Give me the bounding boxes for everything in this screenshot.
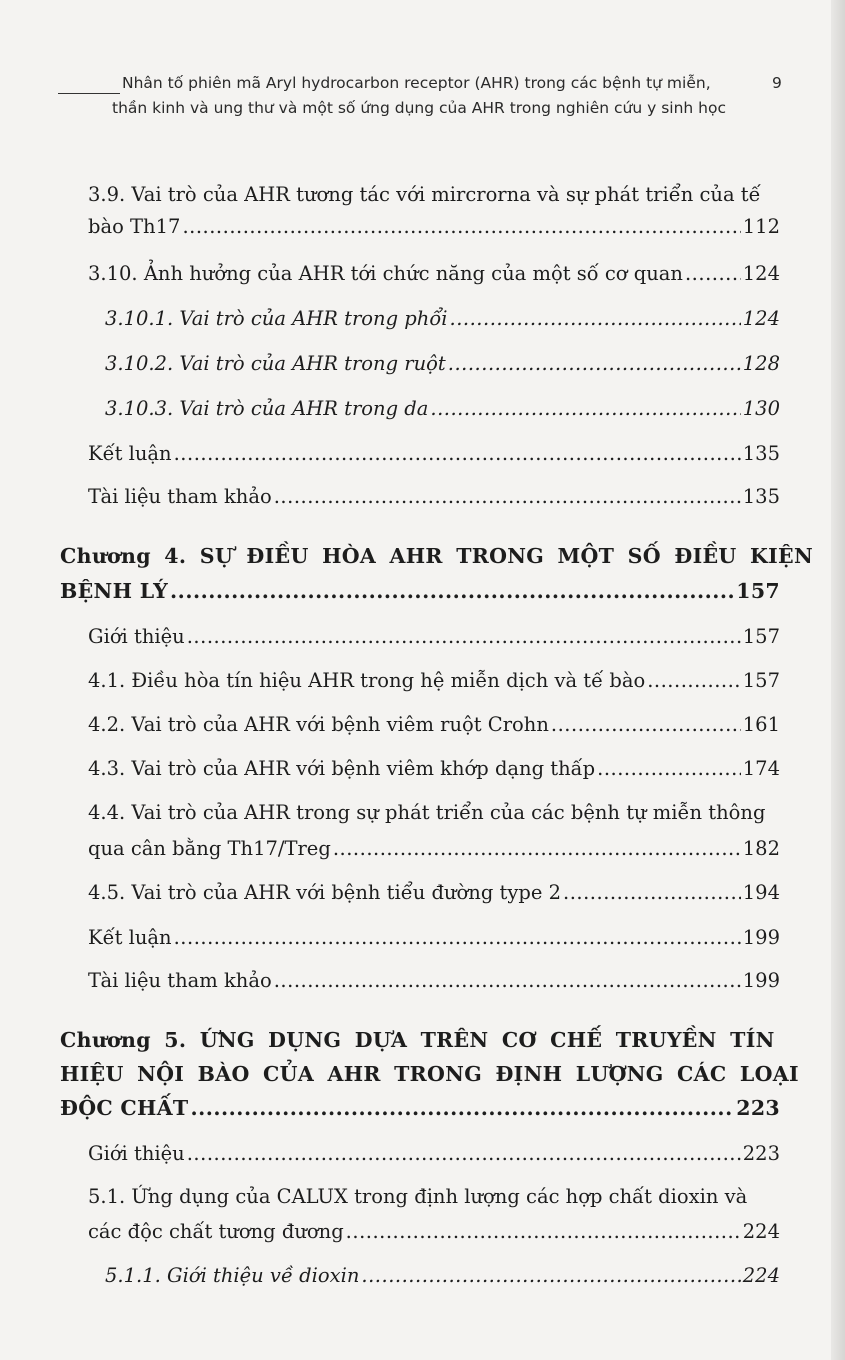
toc-page-number: 157 <box>742 625 780 648</box>
toc-entry-title: 4.1. Điều hòa tín hiệu AHR trong hệ miễn dịch và tế bào <box>88 669 646 692</box>
toc-chapter-title-line: Chương 4. SỰ ĐIỀU HÒA AHR TRONG MỘT SỐ ĐIỀU KIỆN <box>60 544 813 568</box>
toc-entry-row <box>88 921 780 954</box>
dot-leader <box>563 876 741 909</box>
toc-page-number: 223 <box>742 1142 780 1165</box>
dot-leader <box>647 664 741 697</box>
dot-leader <box>597 752 741 785</box>
toc-entry-row <box>88 257 780 290</box>
toc-entry-row <box>88 752 780 785</box>
dot-leader <box>187 620 741 653</box>
toc-entry-title: bào Th17 <box>88 215 181 238</box>
toc-page-number: 157 <box>742 669 780 692</box>
toc-entry-row <box>88 1215 780 1248</box>
toc-entry-title: 5.1.1. Giới thiệu về dioxin <box>105 1264 360 1287</box>
header-rule <box>58 93 120 94</box>
toc-entry-title-line: 4.4. Vai trò của AHR trong sự phát triển của các bệnh tự miễn thông <box>88 801 766 824</box>
toc-entry-title: Tài liệu tham khảo <box>88 969 272 992</box>
toc-entry-row <box>105 392 780 425</box>
toc-entry-row <box>88 480 780 513</box>
dot-leader <box>450 302 741 335</box>
toc-page-number: 182 <box>742 837 780 860</box>
dot-leader <box>430 392 740 425</box>
toc-chapter-title-line: HIỆU NỘI BÀO CỦA AHR TRONG ĐỊNH LƯỢNG CÁC LOẠI <box>60 1062 799 1086</box>
toc-entry-title: Tài liệu tham khảo <box>88 485 272 508</box>
toc-entry-title: 4.5. Vai trò của AHR với bệnh tiểu đường type 2 <box>88 881 561 904</box>
toc-page-number: 161 <box>742 713 780 736</box>
toc-entry-row <box>60 575 780 608</box>
page-number: 9 <box>772 74 782 92</box>
toc-entry-row <box>105 302 780 335</box>
dot-leader <box>551 708 741 741</box>
toc-page-number: 157 <box>736 579 780 603</box>
toc-entry-title-line: 3.9. Vai trò của AHR tương tác với mircrorna và sự phát triển của tế <box>88 183 761 206</box>
toc-entry-row <box>105 347 780 380</box>
toc-chapter-title: ĐỘC CHẤT <box>60 1096 189 1120</box>
dot-leader <box>346 1215 741 1248</box>
toc-page-number: 135 <box>742 485 780 508</box>
toc-page-number: 174 <box>742 757 780 780</box>
toc-entry-title: Giới thiệu <box>88 1142 185 1165</box>
toc-entry-title: 4.2. Vai trò của AHR với bệnh viêm ruột Crohn <box>88 713 549 736</box>
toc-entry-row <box>88 876 780 909</box>
toc-page-number: 194 <box>742 881 780 904</box>
toc-page-number: 199 <box>742 969 780 992</box>
dot-leader <box>174 437 741 470</box>
toc-entry-title: Kết luận <box>88 442 172 465</box>
toc-page-number: 128 <box>742 352 780 375</box>
toc-entry-row <box>88 437 780 470</box>
toc-page-number: 130 <box>742 397 780 420</box>
toc-entry-title: Kết luận <box>88 926 172 949</box>
toc-page-number: 224 <box>742 1220 780 1243</box>
dot-leader <box>361 1259 740 1292</box>
toc-entry-row <box>60 1092 780 1125</box>
toc-chapter-title-line: Chương 5. ỨNG DỤNG DỰA TRÊN CƠ CHẾ TRUYỀN TÍN <box>60 1028 775 1052</box>
toc-page-number: 224 <box>742 1264 780 1287</box>
toc-page-number: 223 <box>736 1096 780 1120</box>
toc-entry-title: 3.10.3. Vai trò của AHR trong da <box>105 397 429 420</box>
header-title-line-1: Nhân tố phiên mã Aryl hydrocarbon receptor (AHR) trong các bệnh tự miễn, <box>122 74 711 92</box>
dot-leader <box>274 480 741 513</box>
toc-page-number: 199 <box>742 926 780 949</box>
toc-entry-row <box>88 664 780 697</box>
dot-leader <box>333 832 741 865</box>
toc-page-number: 135 <box>742 442 780 465</box>
toc-entry-title-line: 5.1. Ứng dụng của CALUX trong định lượng các hợp chất dioxin và <box>88 1185 748 1208</box>
dot-leader <box>274 964 741 997</box>
toc-entry-title: 3.10.1. Vai trò của AHR trong phổi <box>105 307 448 330</box>
toc-entry-row <box>105 1259 780 1292</box>
header-title-line-2: thần kinh và ung thư và một số ứng dụng của AHR trong nghiên cứu y sinh học <box>112 99 726 117</box>
dot-leader <box>170 575 734 608</box>
toc-chapter-title: BỆNH LÝ <box>60 579 169 603</box>
toc-entry-title: qua cân bằng Th17/Treg <box>88 837 331 860</box>
dot-leader <box>182 210 740 243</box>
toc-entry-row <box>88 708 780 741</box>
toc-entry-title: 3.10.2. Vai trò của AHR trong ruột <box>105 352 446 375</box>
toc-entry-row <box>88 832 780 865</box>
page-edge-shadow <box>831 0 845 1360</box>
toc-page-number: 112 <box>742 215 780 238</box>
toc-entry-title: 4.3. Vai trò của AHR với bệnh viêm khớp dạng thấp <box>88 757 596 780</box>
dot-leader <box>187 1137 741 1170</box>
dot-leader <box>174 921 741 954</box>
toc-entry-title: 3.10. Ảnh hưởng của AHR tới chức năng của một số cơ quan <box>88 262 683 285</box>
toc-entry-row <box>88 1137 780 1170</box>
toc-entry-title: các độc chất tương đương <box>88 1220 344 1243</box>
toc-entry-row <box>88 210 780 243</box>
dot-leader <box>190 1092 734 1125</box>
dot-leader <box>685 257 741 290</box>
toc-page-number: 124 <box>742 307 780 330</box>
toc-entry-row <box>88 964 780 997</box>
toc-entry-row <box>88 620 780 653</box>
toc-page-number: 124 <box>742 262 780 285</box>
dot-leader <box>448 347 741 380</box>
toc-entry-title: Giới thiệu <box>88 625 185 648</box>
